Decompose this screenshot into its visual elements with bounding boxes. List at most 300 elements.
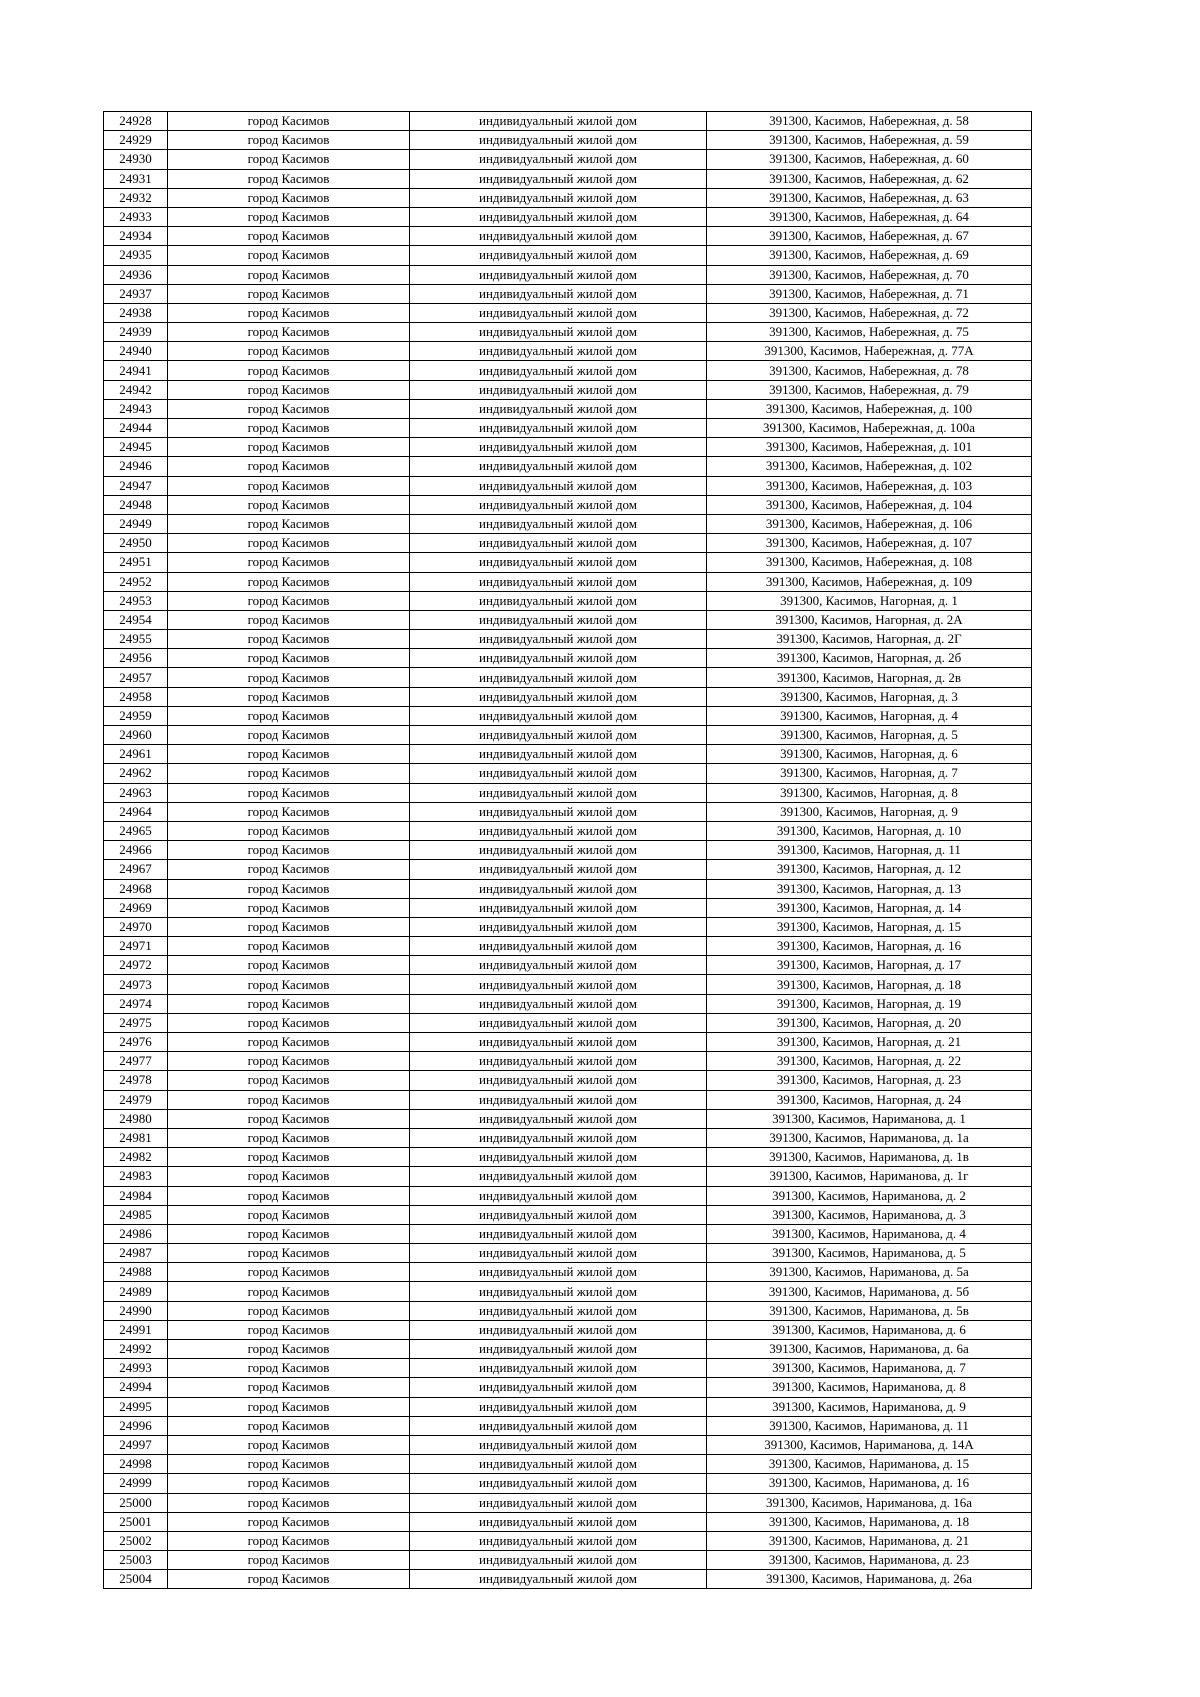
building-type-cell: индивидуальный жилой дом — [410, 726, 707, 745]
locality-cell: город Касимов — [168, 1224, 410, 1243]
address-cell: 391300, Касимов, Нагорная, д. 21 — [707, 1033, 1032, 1052]
address-table — [103, 111, 1032, 1589]
record-number-cell: 24975 — [104, 1013, 168, 1032]
record-number-cell: 24936 — [104, 265, 168, 284]
record-number-cell: 24983 — [104, 1167, 168, 1186]
locality-cell: город Касимов — [168, 495, 410, 514]
address-cell: 391300, Касимов, Нагорная, д. 2А — [707, 610, 1032, 629]
record-number-cell: 24994 — [104, 1378, 168, 1397]
table-row — [104, 342, 1032, 361]
locality-cell: город Касимов — [168, 1282, 410, 1301]
building-type-cell: индивидуальный жилой дом — [410, 323, 707, 342]
table-row — [104, 169, 1032, 188]
record-number-cell: 24988 — [104, 1263, 168, 1282]
locality-cell: город Касимов — [168, 1071, 410, 1090]
table-row — [104, 879, 1032, 898]
locality-cell: город Касимов — [168, 802, 410, 821]
building-type-cell: индивидуальный жилой дом — [410, 150, 707, 169]
locality-cell: город Касимов — [168, 994, 410, 1013]
table-row — [104, 438, 1032, 457]
table-row — [104, 1474, 1032, 1493]
address-cell: 391300, Касимов, Набережная, д. 104 — [707, 495, 1032, 514]
locality-cell: город Касимов — [168, 726, 410, 745]
building-type-cell: индивидуальный жилой дом — [410, 879, 707, 898]
building-type-cell: индивидуальный жилой дом — [410, 188, 707, 207]
record-number-cell: 24999 — [104, 1474, 168, 1493]
address-cell: 391300, Касимов, Нариманова, д. 7 — [707, 1359, 1032, 1378]
record-number-cell: 24934 — [104, 227, 168, 246]
table-row — [104, 1167, 1032, 1186]
locality-cell: город Касимов — [168, 553, 410, 572]
record-number-cell: 24953 — [104, 591, 168, 610]
building-type-cell: индивидуальный жилой дом — [410, 821, 707, 840]
building-type-cell: индивидуальный жилой дом — [410, 303, 707, 322]
building-type-cell: индивидуальный жилой дом — [410, 1071, 707, 1090]
table-row — [104, 994, 1032, 1013]
table-row — [104, 1013, 1032, 1032]
record-number-cell: 24985 — [104, 1205, 168, 1224]
building-type-cell: индивидуальный жилой дом — [410, 898, 707, 917]
building-type-cell: индивидуальный жилой дом — [410, 1359, 707, 1378]
table-row — [104, 188, 1032, 207]
table-row — [104, 1397, 1032, 1416]
record-number-cell: 24993 — [104, 1359, 168, 1378]
building-type-cell: индивидуальный жилой дом — [410, 380, 707, 399]
table-row — [104, 687, 1032, 706]
record-number-cell: 24962 — [104, 764, 168, 783]
address-cell: 391300, Касимов, Нагорная, д. 16 — [707, 937, 1032, 956]
building-type-cell: индивидуальный жилой дом — [410, 227, 707, 246]
building-type-cell: индивидуальный жилой дом — [410, 706, 707, 725]
record-number-cell: 24943 — [104, 399, 168, 418]
locality-cell: город Касимов — [168, 207, 410, 226]
building-type-cell: индивидуальный жилой дом — [410, 1167, 707, 1186]
locality-cell: город Касимов — [168, 1013, 410, 1032]
locality-cell: город Касимов — [168, 1052, 410, 1071]
table-row — [104, 361, 1032, 380]
building-type-cell: индивидуальный жилой дом — [410, 1551, 707, 1570]
table-row — [104, 1435, 1032, 1454]
building-type-cell: индивидуальный жилой дом — [410, 630, 707, 649]
address-cell: 391300, Касимов, Нагорная, д. 6 — [707, 745, 1032, 764]
address-cell: 391300, Касимов, Набережная, д. 63 — [707, 188, 1032, 207]
address-cell: 391300, Касимов, Нариманова, д. 1 — [707, 1109, 1032, 1128]
address-cell: 391300, Касимов, Набережная, д. 100а — [707, 419, 1032, 438]
building-type-cell: индивидуальный жилой дом — [410, 1013, 707, 1032]
table-row — [104, 514, 1032, 533]
record-number-cell: 24944 — [104, 419, 168, 438]
address-cell: 391300, Касимов, Нагорная, д. 2б — [707, 649, 1032, 668]
table-row — [104, 303, 1032, 322]
table-row — [104, 917, 1032, 936]
table-row — [104, 1570, 1032, 1589]
record-number-cell: 24954 — [104, 610, 168, 629]
locality-cell: город Касимов — [168, 1167, 410, 1186]
table-row — [104, 1416, 1032, 1435]
address-cell: 391300, Касимов, Нагорная, д. 5 — [707, 726, 1032, 745]
record-number-cell: 24955 — [104, 630, 168, 649]
building-type-cell: индивидуальный жилой дом — [410, 495, 707, 514]
address-cell: 391300, Касимов, Набережная, д. 59 — [707, 131, 1032, 150]
building-type-cell: индивидуальный жилой дом — [410, 476, 707, 495]
building-type-cell: индивидуальный жилой дом — [410, 1205, 707, 1224]
building-type-cell: индивидуальный жилой дом — [410, 1455, 707, 1474]
record-number-cell: 25004 — [104, 1570, 168, 1589]
locality-cell: город Касимов — [168, 303, 410, 322]
table-row — [104, 975, 1032, 994]
record-number-cell: 24964 — [104, 802, 168, 821]
locality-cell: город Касимов — [168, 227, 410, 246]
record-number-cell: 24956 — [104, 649, 168, 668]
table-row — [104, 1205, 1032, 1224]
locality-cell: город Касимов — [168, 649, 410, 668]
locality-cell: город Касимов — [168, 1109, 410, 1128]
building-type-cell: индивидуальный жилой дом — [410, 1340, 707, 1359]
address-cell: 391300, Касимов, Нагорная, д. 1 — [707, 591, 1032, 610]
table-row — [104, 207, 1032, 226]
record-number-cell: 24946 — [104, 457, 168, 476]
building-type-cell: индивидуальный жилой дом — [410, 342, 707, 361]
locality-cell: город Касимов — [168, 630, 410, 649]
locality-cell: город Касимов — [168, 534, 410, 553]
record-number-cell: 24949 — [104, 514, 168, 533]
record-number-cell: 24935 — [104, 246, 168, 265]
building-type-cell: индивидуальный жилой дом — [410, 284, 707, 303]
record-number-cell: 24972 — [104, 956, 168, 975]
building-type-cell: индивидуальный жилой дом — [410, 1090, 707, 1109]
record-number-cell: 25000 — [104, 1493, 168, 1512]
locality-cell: город Касимов — [168, 841, 410, 860]
address-cell: 391300, Касимов, Нариманова, д. 11 — [707, 1416, 1032, 1435]
locality-cell: город Касимов — [168, 1320, 410, 1339]
address-table-body — [104, 112, 1032, 1589]
record-number-cell: 24989 — [104, 1282, 168, 1301]
address-cell: 391300, Касимов, Набережная, д. 106 — [707, 514, 1032, 533]
address-cell: 391300, Касимов, Нариманова, д. 5 — [707, 1244, 1032, 1263]
address-cell: 391300, Касимов, Нариманова, д. 6а — [707, 1340, 1032, 1359]
locality-cell: город Касимов — [168, 514, 410, 533]
address-cell: 391300, Касимов, Нагорная, д. 9 — [707, 802, 1032, 821]
address-cell: 391300, Касимов, Нариманова, д. 4 — [707, 1224, 1032, 1243]
building-type-cell: индивидуальный жилой дом — [410, 1320, 707, 1339]
locality-cell: город Касимов — [168, 1033, 410, 1052]
record-number-cell: 24981 — [104, 1128, 168, 1147]
table-row — [104, 227, 1032, 246]
building-type-cell: индивидуальный жилой дом — [410, 514, 707, 533]
table-row — [104, 1090, 1032, 1109]
table-row — [104, 1340, 1032, 1359]
table-row — [104, 706, 1032, 725]
table-row — [104, 1493, 1032, 1512]
locality-cell: город Касимов — [168, 1493, 410, 1512]
building-type-cell: индивидуальный жилой дом — [410, 1224, 707, 1243]
record-number-cell: 24930 — [104, 150, 168, 169]
locality-cell: город Касимов — [168, 1186, 410, 1205]
table-row — [104, 265, 1032, 284]
building-type-cell: индивидуальный жилой дом — [410, 668, 707, 687]
table-row — [104, 1109, 1032, 1128]
table-row — [104, 1033, 1032, 1052]
table-row — [104, 783, 1032, 802]
locality-cell: город Касимов — [168, 1474, 410, 1493]
address-cell: 391300, Касимов, Нариманова, д. 9 — [707, 1397, 1032, 1416]
record-number-cell: 24968 — [104, 879, 168, 898]
locality-cell: город Касимов — [168, 1551, 410, 1570]
address-cell: 391300, Касимов, Нариманова, д. 5б — [707, 1282, 1032, 1301]
record-number-cell: 24945 — [104, 438, 168, 457]
record-number-cell: 24965 — [104, 821, 168, 840]
locality-cell: город Касимов — [168, 361, 410, 380]
record-number-cell: 24984 — [104, 1186, 168, 1205]
record-number-cell: 24978 — [104, 1071, 168, 1090]
building-type-cell: индивидуальный жилой дом — [410, 783, 707, 802]
address-cell: 391300, Касимов, Набережная, д. 58 — [707, 112, 1032, 131]
locality-cell: город Касимов — [168, 898, 410, 917]
locality-cell: город Касимов — [168, 284, 410, 303]
address-cell: 391300, Касимов, Набережная, д. 77А — [707, 342, 1032, 361]
address-cell: 391300, Касимов, Нариманова, д. 15 — [707, 1455, 1032, 1474]
address-cell: 391300, Касимов, Набережная, д. 64 — [707, 207, 1032, 226]
building-type-cell: индивидуальный жилой дом — [410, 1282, 707, 1301]
building-type-cell: индивидуальный жилой дом — [410, 572, 707, 591]
record-number-cell: 24957 — [104, 668, 168, 687]
address-cell: 391300, Касимов, Нагорная, д. 12 — [707, 860, 1032, 879]
address-cell: 391300, Касимов, Нариманова, д. 5в — [707, 1301, 1032, 1320]
record-number-cell: 25002 — [104, 1531, 168, 1550]
locality-cell: город Касимов — [168, 1397, 410, 1416]
building-type-cell: индивидуальный жилой дом — [410, 131, 707, 150]
locality-cell: город Касимов — [168, 265, 410, 284]
address-cell: 391300, Касимов, Набережная, д. 62 — [707, 169, 1032, 188]
address-cell: 391300, Касимов, Нариманова, д. 3 — [707, 1205, 1032, 1224]
locality-cell: город Касимов — [168, 1263, 410, 1282]
address-cell: 391300, Касимов, Нагорная, д. 7 — [707, 764, 1032, 783]
locality-cell: город Касимов — [168, 668, 410, 687]
address-cell: 391300, Касимов, Нариманова, д. 16 — [707, 1474, 1032, 1493]
locality-cell: город Касимов — [168, 1340, 410, 1359]
locality-cell: город Касимов — [168, 1570, 410, 1589]
address-cell: 391300, Касимов, Нагорная, д. 4 — [707, 706, 1032, 725]
record-number-cell: 24960 — [104, 726, 168, 745]
building-type-cell: индивидуальный жилой дом — [410, 1148, 707, 1167]
record-number-cell: 24979 — [104, 1090, 168, 1109]
address-cell: 391300, Касимов, Нагорная, д. 24 — [707, 1090, 1032, 1109]
table-row — [104, 1320, 1032, 1339]
building-type-cell: индивидуальный жилой дом — [410, 1512, 707, 1531]
record-number-cell: 24971 — [104, 937, 168, 956]
building-type-cell: индивидуальный жилой дом — [410, 860, 707, 879]
record-number-cell: 24937 — [104, 284, 168, 303]
address-cell: 391300, Касимов, Набережная, д. 102 — [707, 457, 1032, 476]
building-type-cell: индивидуальный жилой дом — [410, 1570, 707, 1589]
building-type-cell: индивидуальный жилой дом — [410, 169, 707, 188]
building-type-cell: индивидуальный жилой дом — [410, 1397, 707, 1416]
table-row — [104, 649, 1032, 668]
locality-cell: город Касимов — [168, 1435, 410, 1454]
address-cell: 391300, Касимов, Набережная, д. 67 — [707, 227, 1032, 246]
building-type-cell: индивидуальный жилой дом — [410, 956, 707, 975]
address-cell: 391300, Касимов, Набережная, д. 71 — [707, 284, 1032, 303]
locality-cell: город Касимов — [168, 1531, 410, 1550]
table-row — [104, 380, 1032, 399]
locality-cell: город Касимов — [168, 1359, 410, 1378]
building-type-cell: индивидуальный жилой дом — [410, 361, 707, 380]
table-row — [104, 726, 1032, 745]
address-cell: 391300, Касимов, Нагорная, д. 2в — [707, 668, 1032, 687]
address-cell: 391300, Касимов, Нагорная, д. 11 — [707, 841, 1032, 860]
locality-cell: город Касимов — [168, 975, 410, 994]
address-cell: 391300, Касимов, Нагорная, д. 10 — [707, 821, 1032, 840]
building-type-cell: индивидуальный жилой дом — [410, 1531, 707, 1550]
address-cell: 391300, Касимов, Набережная, д. 103 — [707, 476, 1032, 495]
building-type-cell: индивидуальный жилой дом — [410, 1378, 707, 1397]
locality-cell: город Касимов — [168, 1128, 410, 1147]
building-type-cell: индивидуальный жилой дом — [410, 534, 707, 553]
record-number-cell: 24995 — [104, 1397, 168, 1416]
locality-cell: город Касимов — [168, 1301, 410, 1320]
address-cell: 391300, Касимов, Набережная, д. 75 — [707, 323, 1032, 342]
record-number-cell: 24980 — [104, 1109, 168, 1128]
building-type-cell: индивидуальный жилой дом — [410, 802, 707, 821]
locality-cell: город Касимов — [168, 1416, 410, 1435]
address-cell: 391300, Касимов, Нагорная, д. 20 — [707, 1013, 1032, 1032]
address-cell: 391300, Касимов, Нариманова, д. 8 — [707, 1378, 1032, 1397]
record-number-cell: 24966 — [104, 841, 168, 860]
record-number-cell: 24996 — [104, 1416, 168, 1435]
building-type-cell: индивидуальный жилой дом — [410, 399, 707, 418]
table-row — [104, 745, 1032, 764]
record-number-cell: 24940 — [104, 342, 168, 361]
table-row — [104, 1263, 1032, 1282]
record-number-cell: 24973 — [104, 975, 168, 994]
record-number-cell: 24970 — [104, 917, 168, 936]
record-number-cell: 24969 — [104, 898, 168, 917]
table-row — [104, 898, 1032, 917]
table-row — [104, 630, 1032, 649]
building-type-cell: индивидуальный жилой дом — [410, 112, 707, 131]
locality-cell: город Касимов — [168, 1205, 410, 1224]
building-type-cell: индивидуальный жилой дом — [410, 457, 707, 476]
record-number-cell: 24977 — [104, 1052, 168, 1071]
locality-cell: город Касимов — [168, 169, 410, 188]
locality-cell: город Касимов — [168, 1378, 410, 1397]
building-type-cell: индивидуальный жилой дом — [410, 207, 707, 226]
locality-cell: город Касимов — [168, 821, 410, 840]
record-number-cell: 24941 — [104, 361, 168, 380]
address-cell: 391300, Касимов, Нариманова, д. 16а — [707, 1493, 1032, 1512]
building-type-cell: индивидуальный жилой дом — [410, 649, 707, 668]
record-number-cell: 24951 — [104, 553, 168, 572]
record-number-cell: 24932 — [104, 188, 168, 207]
table-row — [104, 284, 1032, 303]
table-row — [104, 841, 1032, 860]
table-row — [104, 610, 1032, 629]
address-cell: 391300, Касимов, Нариманова, д. 6 — [707, 1320, 1032, 1339]
record-number-cell: 24939 — [104, 323, 168, 342]
address-cell: 391300, Касимов, Набережная, д. 79 — [707, 380, 1032, 399]
table-row — [104, 323, 1032, 342]
building-type-cell: индивидуальный жилой дом — [410, 438, 707, 457]
building-type-cell: индивидуальный жилой дом — [410, 975, 707, 994]
address-cell: 391300, Касимов, Нариманова, д. 14А — [707, 1435, 1032, 1454]
building-type-cell: индивидуальный жилой дом — [410, 419, 707, 438]
locality-cell: город Касимов — [168, 419, 410, 438]
locality-cell: город Касимов — [168, 956, 410, 975]
record-number-cell: 24963 — [104, 783, 168, 802]
address-cell: 391300, Касимов, Нагорная, д. 8 — [707, 783, 1032, 802]
record-number-cell: 24931 — [104, 169, 168, 188]
table-row — [104, 1512, 1032, 1531]
address-cell: 391300, Касимов, Нариманова, д. 26а — [707, 1570, 1032, 1589]
address-cell: 391300, Касимов, Нагорная, д. 23 — [707, 1071, 1032, 1090]
locality-cell: город Касимов — [168, 323, 410, 342]
building-type-cell: индивидуальный жилой дом — [410, 591, 707, 610]
table-row — [104, 1378, 1032, 1397]
record-number-cell: 24986 — [104, 1224, 168, 1243]
address-cell: 391300, Касимов, Нариманова, д. 18 — [707, 1512, 1032, 1531]
record-number-cell: 24974 — [104, 994, 168, 1013]
locality-cell: город Касимов — [168, 917, 410, 936]
locality-cell: город Касимов — [168, 399, 410, 418]
table-row — [104, 112, 1032, 131]
record-number-cell: 24976 — [104, 1033, 168, 1052]
address-cell: 391300, Касимов, Набережная, д. 108 — [707, 553, 1032, 572]
building-type-cell: индивидуальный жилой дом — [410, 1263, 707, 1282]
building-type-cell: индивидуальный жилой дом — [410, 1474, 707, 1493]
locality-cell: город Касимов — [168, 745, 410, 764]
record-number-cell: 24998 — [104, 1455, 168, 1474]
locality-cell: город Касимов — [168, 380, 410, 399]
table-row — [104, 1186, 1032, 1205]
building-type-cell: индивидуальный жилой дом — [410, 994, 707, 1013]
record-number-cell: 24929 — [104, 131, 168, 150]
table-row — [104, 457, 1032, 476]
record-number-cell: 24961 — [104, 745, 168, 764]
building-type-cell: индивидуальный жилой дом — [410, 1109, 707, 1128]
address-cell: 391300, Касимов, Нагорная, д. 15 — [707, 917, 1032, 936]
locality-cell: город Касимов — [168, 131, 410, 150]
building-type-cell: индивидуальный жилой дом — [410, 553, 707, 572]
locality-cell: город Касимов — [168, 937, 410, 956]
address-cell: 391300, Касимов, Набережная, д. 72 — [707, 303, 1032, 322]
record-number-cell: 24948 — [104, 495, 168, 514]
record-number-cell: 24928 — [104, 112, 168, 131]
locality-cell: город Касимов — [168, 610, 410, 629]
locality-cell: город Касимов — [168, 1455, 410, 1474]
table-row — [104, 764, 1032, 783]
address-cell: 391300, Касимов, Нагорная, д. 18 — [707, 975, 1032, 994]
locality-cell: город Касимов — [168, 860, 410, 879]
building-type-cell: индивидуальный жилой дом — [410, 610, 707, 629]
address-cell: 391300, Касимов, Нариманова, д. 1г — [707, 1167, 1032, 1186]
locality-cell: город Касимов — [168, 1090, 410, 1109]
building-type-cell: индивидуальный жилой дом — [410, 246, 707, 265]
table-row — [104, 591, 1032, 610]
record-number-cell: 24997 — [104, 1435, 168, 1454]
address-cell: 391300, Касимов, Нагорная, д. 17 — [707, 956, 1032, 975]
table-row — [104, 937, 1032, 956]
table-row — [104, 131, 1032, 150]
building-type-cell: индивидуальный жилой дом — [410, 1301, 707, 1320]
address-cell: 391300, Касимов, Нариманова, д. 2 — [707, 1186, 1032, 1205]
table-row — [104, 1244, 1032, 1263]
address-cell: 391300, Касимов, Нариманова, д. 23 — [707, 1551, 1032, 1570]
table-row — [104, 572, 1032, 591]
table-row — [104, 1282, 1032, 1301]
building-type-cell: индивидуальный жилой дом — [410, 1186, 707, 1205]
table-row — [104, 419, 1032, 438]
table-row — [104, 1531, 1032, 1550]
